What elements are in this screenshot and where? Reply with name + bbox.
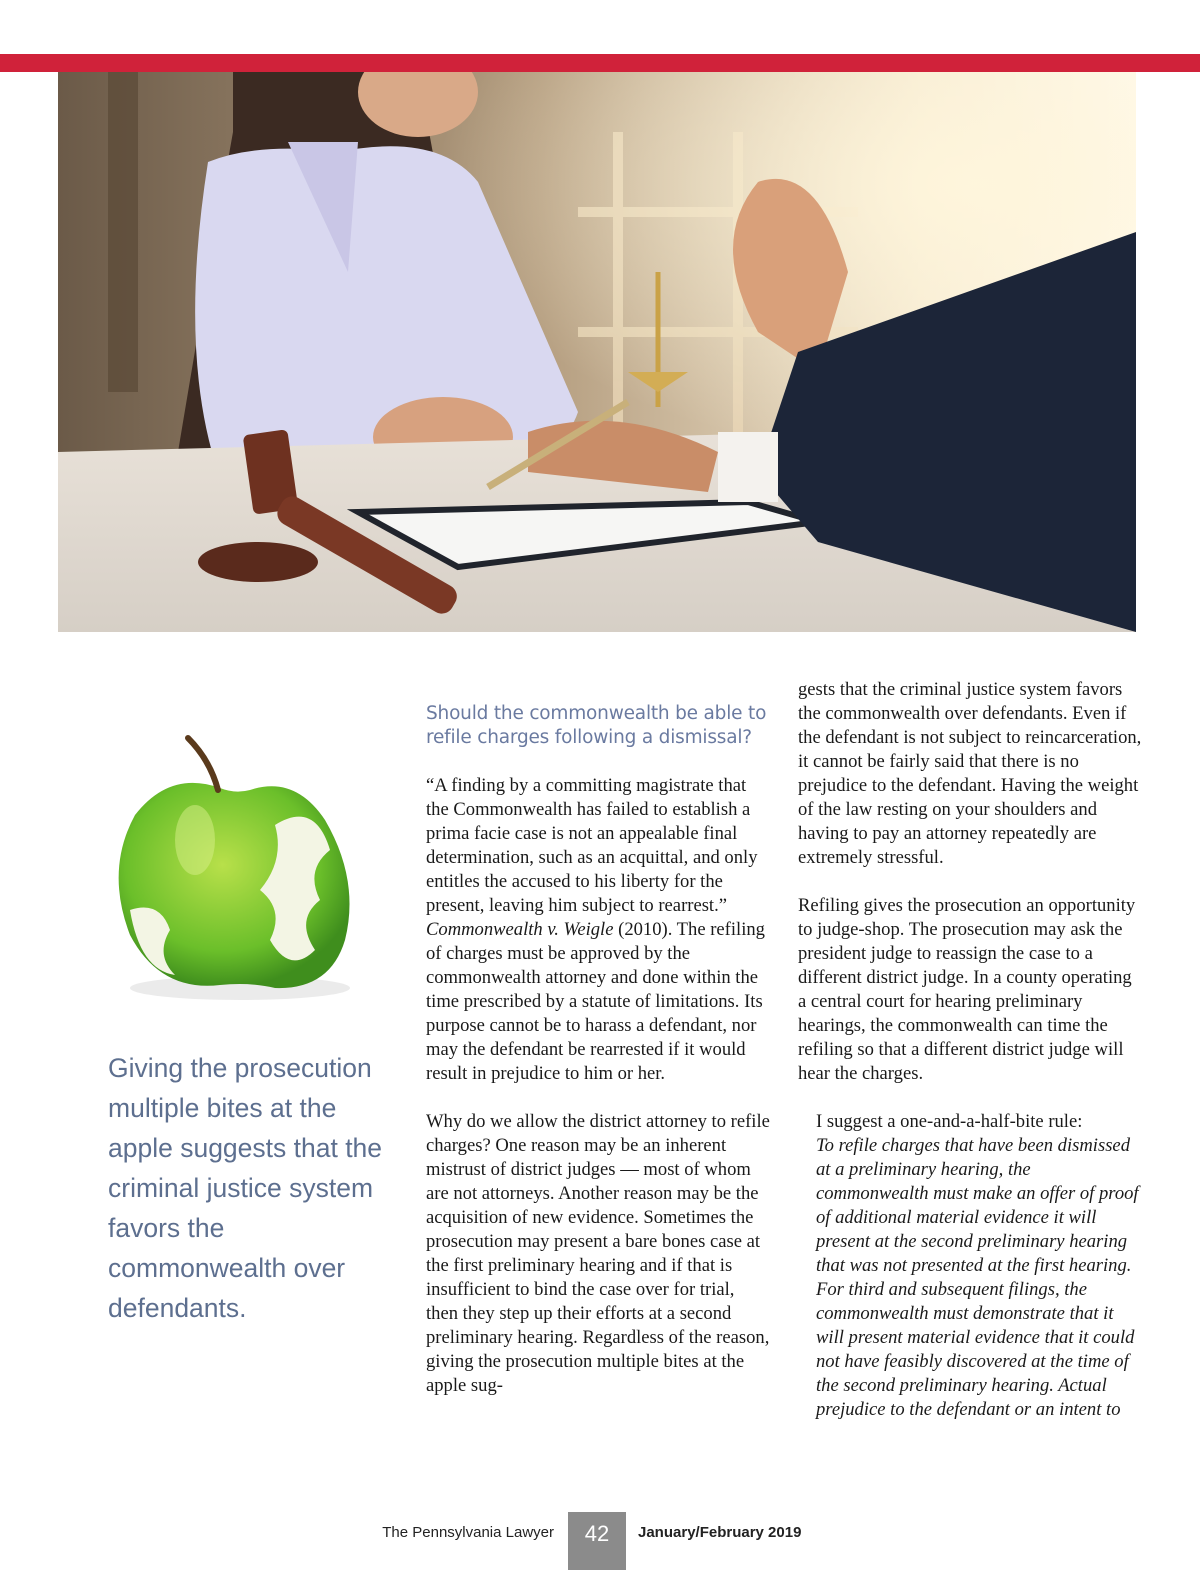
section-heading: Should the commonwealth be able to refile charges following a dismissal?	[426, 703, 767, 748]
rule-lead: I suggest a one-and-a-half-bite rule:	[816, 1111, 1083, 1132]
lawyer-client-photo	[58, 72, 1136, 632]
refiling-text: The refiling of charges must be approved by the commonwealth attorney and done within the time prescribed by a statute of limitations. Its purpose cannot be to harass a defendant, nor may the defendant be rearrested if it would result in prejudice to him or her.	[426, 919, 765, 1084]
paragraph	[426, 774, 771, 1086]
paragraph: gests that the criminal justice system favors the commonwealth over defendants. Even if the defendant is not subject to reincarceration, it cannot be fairly said that there is no prejudice to the defendant. Having the weight of the law resting on your shoulders and having to pay an attorney repeatedly are extremely stressful.	[798, 679, 1142, 868]
issue-date: January/February 2019	[638, 1524, 802, 1541]
magazine-name: The Pennsylvania Lawyer	[382, 1524, 554, 1541]
page-number: 42	[568, 1512, 626, 1570]
quote-text: “A finding by a committing magistrate that the Commonwealth has failed to establish a prima facie case is not an appealable final determination, such as an acquittal, and only entitles the accused to his liberty for the present, leaving him subject to rearrest.”	[426, 775, 758, 916]
page-footer	[0, 1512, 1200, 1570]
paragraph: Why do we allow the district attorney to refile charges? One reason may be an inherent mistrust of district judges — most of whom are not attorneys. Another reason may be the acquisition of new evidence. Sometimes the prosecution may present a bare bones case at the first preliminary hearing and if that is insufficient to bind the case over for trial, then they step up their efforts at a second preliminary hearing. Regardless of the reason, giving the prosecution multiple bites at the apple sug-	[426, 1111, 770, 1396]
bitten-apple-image	[100, 730, 390, 1010]
paragraph: Refiling gives the prosecution an opportunity to judge-shop. The prosecution may ask the president judge to reassign the case to a different district judge. In a county operating a central court for hearing preliminary hearings, the commonwealth can time the refiling so that a different district judge will hear the charges.	[798, 895, 1136, 1084]
proposed-rule	[816, 1134, 1143, 1422]
pull-quote: Giving the prosecution multiple bites at the apple suggests that the criminal justice system favors the commonwealth over defendants.	[108, 1053, 383, 1323]
article-column-middle	[426, 702, 771, 1398]
citation-year: (2010).	[618, 919, 673, 940]
top-accent-bar	[0, 54, 1200, 72]
article-column-right	[798, 678, 1143, 1422]
proposed-rule-text: To refile charges that have been dismissed at a preliminary hearing, the commonwealth must make an offer of proof of additional material evidence it will present at the second preliminary hearing that was not presented at the first hearing. For third and subsequent filings, the commonwealth must demonstrate that it will present material evidence that it could not have feasibly discovered at the time of the second preliminary hearing. Actual prejudice to the defendant or an intent to	[816, 1135, 1139, 1420]
case-citation: Commonwealth v. Weigle	[426, 919, 614, 940]
